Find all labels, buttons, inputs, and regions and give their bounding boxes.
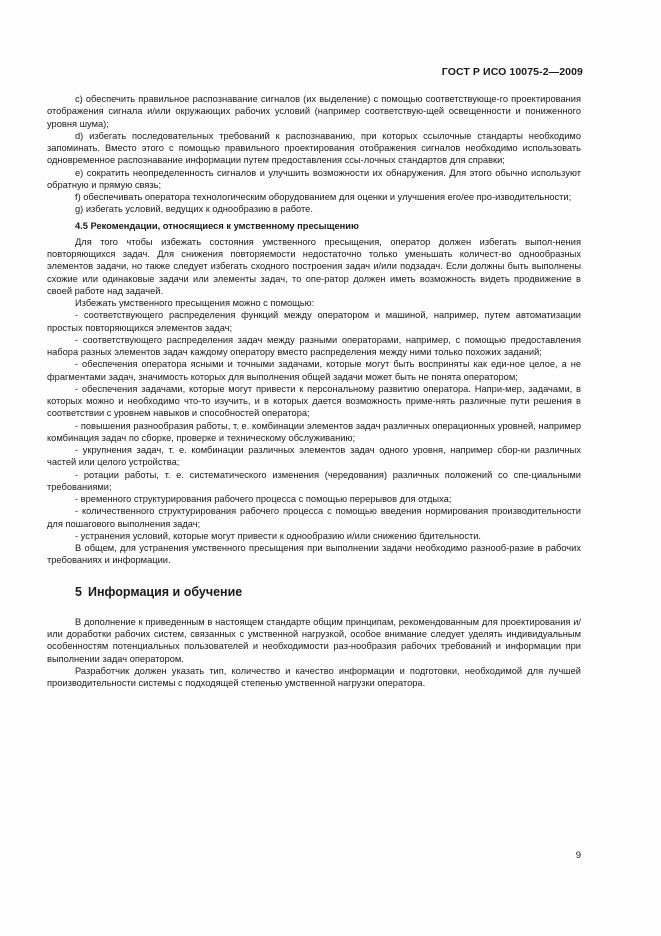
section-number: 5: [75, 584, 82, 599]
dash-item: - временного структурирования рабочего процесса с помощью перерывов для отдыха;: [75, 494, 452, 504]
dash-item: - обеспечения задачами, которые могут привести к персональному развитию оператора. Напри-мер, задачами, в которых можно и необходимо что-то изучить, и в которых дается возможность приме-нять различные пути решения в соответствии с уровнем навыков и способностей оператора;: [47, 383, 581, 419]
dash-item: - укрупнения задач, т. е. комбинации различных элементов задач одного уровня, например сбор-ки различных частей или целого устройства;: [47, 445, 581, 468]
paragraph-conclusion: В общем, для устранения умственного пресыщения при выполнении задачи необходимо разнооб-разие в рабочих требованиях и информации.: [47, 543, 581, 566]
section-heading-5: [75, 586, 581, 598]
paragraph-lead: Избежать умственного пресыщения можно с помощью:: [75, 298, 315, 308]
subsection-heading-4-5: 4.5 Рекомендации, относящиеся к умственному пресыщению: [75, 220, 359, 231]
paragraph: Разработчик должен указать тип, количество и качество информации и подготовки, необходимой для лучшей производительности системы с подходящей степенью умственной нагрузки оператора.: [47, 665, 581, 688]
document-body: [47, 93, 581, 689]
paragraph-intro: Для того чтобы избежать состояния умственного пресыщения, оператор должен избегать выпол-нения повторяющихся задач. Для снижения повторяемости недостаточно только уменьшать количест-во однообразных элементов задачи, но также следует избегать сходного построения задач и/или подзадач. Если должны быть выполнены схожие или одинаковые задачи или элементы задач, то опе-ратор должен иметь возможность видеть продвижение в своей работе над задачей.: [47, 236, 581, 296]
list-item-d: d) избегать последовательных требований к распознаванию, при которых ссылочные стандарты необходимо запоминать. Вместо этого с помощью правильного проектирования отображения сигналов необходимо использовать одновременное распознавание информации путем предоставления ссы-лочных стандартов для справки;: [47, 130, 581, 166]
list-item-f: f) обеспечивать оператора технологическим оборудованием для оценки и улучшения его/ее про-изводительности;: [75, 192, 572, 202]
dash-item: - соответствующего распределения функций между оператором и машиной, например, путем автоматизации простых повторяющихся элементов задач;: [47, 310, 581, 333]
page-number: 9: [575, 850, 581, 861]
standard-header: ГОСТ Р ИСО 10075-2—2009: [441, 66, 583, 78]
dash-item: - устранения условий, которые могут привести к однообразию и/или снижению бдительности.: [75, 530, 482, 541]
list-item-e: е) сократить неопределенность сигналов и улучшить возможности их обнаружения. Для этого обычно используют обратную и прямую связь;: [47, 167, 581, 190]
list-item-g: g) избегать условий, ведущих к однообразию в работе.: [75, 204, 313, 215]
list-item-c: c) обеспечить правильное распознавание сигналов (их выделение) с помощью соответствующе-го проектирования отображения сигнала и/или окружающих рабочих условий (например соответствую-щей освещенности и пониженного уровня шума);: [47, 94, 581, 129]
paragraph: В дополнение к приведенным в настоящем стандарте общим принципам, рекомендованным для проектирования и/или доработки рабочих систем, связанных с умственной нагрузкой, особое внимание следует уделять индивидуальным особенностям потенциальных пользователей и необходимости раз-нообразия рабочих требований и информации при выполнении задач оператором.: [47, 616, 581, 664]
dash-item: - соответствующего распределения задач между разными операторами, например, с помощью предоставления набора разных элементов задач каждому оператору вместо распределения между ними только похожих заданий;: [47, 334, 581, 357]
dash-item: - ротации работы, т. е. систематического изменения (чередования) различных положений со спе-циальными требованиями;: [47, 469, 581, 492]
dash-item: - обеспечения оператора ясными и точными задачами, которые могут быть восприняты как еди-ное целое, а не фрагментами задач, значимость которых для выполнения общей задачи может быть не понята оператором;: [47, 359, 581, 382]
section-title: Информация и обучение: [87, 584, 243, 599]
dash-item: - повышения разнообразия работы, т. е. комбинации элементов задач различных операционных уровней, например комбинация задач по сборке, проверке и техническому обслуживанию;: [47, 420, 581, 443]
dash-item: - количественного структурирования рабочего процесса с помощью введения нормирования производительности для пошагового выполнения задач;: [47, 506, 581, 529]
